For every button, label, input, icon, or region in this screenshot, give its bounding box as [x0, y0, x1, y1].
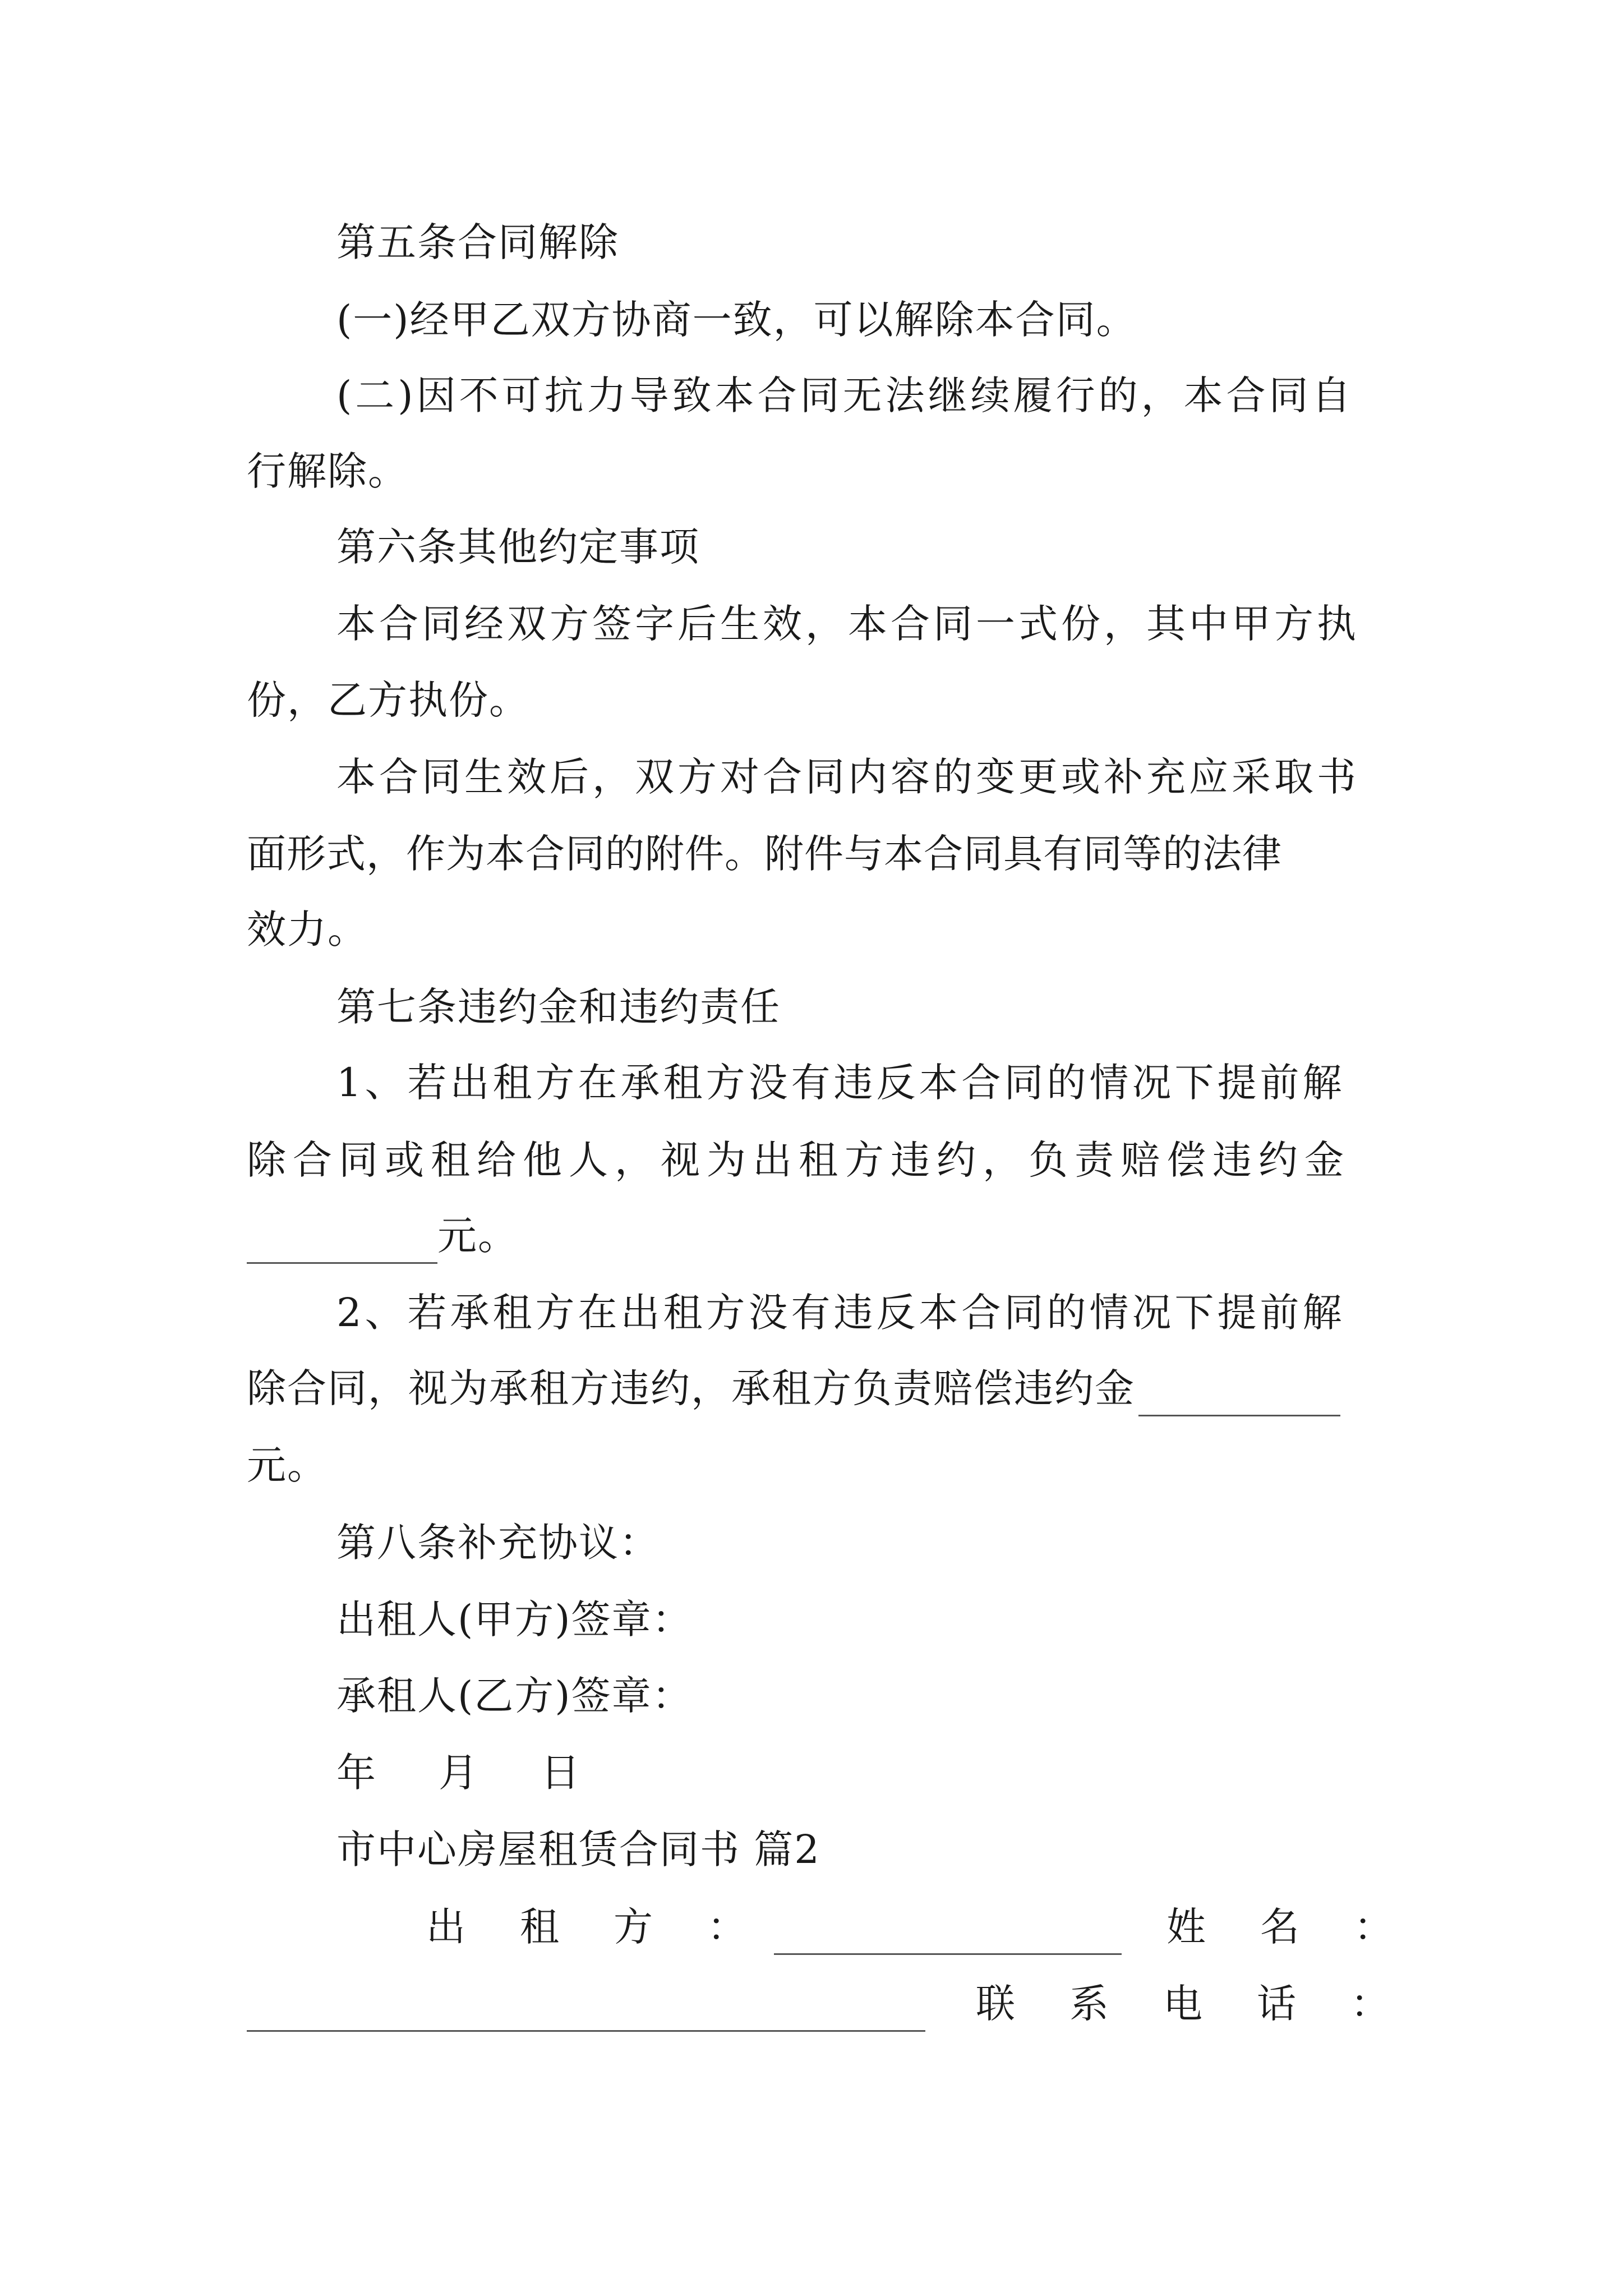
- section6-heading: 第六条其他约定事项: [336, 524, 700, 570]
- section7-item2-text: 除合同，视为承租方违约，承租方负责赔偿违约金: [247, 1365, 1135, 1411]
- phone-label-colon: ：: [1350, 1981, 1391, 2027]
- phone-label-char: 联: [976, 1981, 1016, 2027]
- section6-para2-line2: 面形式，作为本合同的附件。附件与本合同具有同等的法律: [247, 831, 1282, 877]
- section7-item1-line3: [247, 1208, 518, 1264]
- section5-item1: (一)经甲乙双方协商一致，可以解除本合同。: [336, 297, 1137, 343]
- section7-item1-line2: 除合同或租给他人，视为出租方违约，负责赔偿违约金: [247, 1137, 1350, 1183]
- name-input[interactable]: [247, 1991, 925, 2032]
- name-label-colon: ：: [1354, 1904, 1394, 1950]
- lessor-label-char: 租: [520, 1904, 560, 1950]
- lessor-label-colon: ：: [707, 1904, 748, 1950]
- date-month: 月: [439, 1750, 479, 1796]
- phone-label-char: 系: [1069, 1981, 1110, 2027]
- lessor-label-char: 出: [426, 1904, 467, 1950]
- name-form-row: [1166, 1899, 1394, 1955]
- section6-para1-line2: 份，乙方执份。: [247, 677, 529, 723]
- section6-para2-line1: 本合同生效后，双方对合同内容的变更或补充应采取书: [336, 754, 1359, 800]
- amount-blank-1: [247, 1223, 437, 1264]
- date-year: 年: [336, 1750, 377, 1796]
- date-line: [336, 1745, 581, 1801]
- name-label-char: 名: [1260, 1904, 1301, 1950]
- date-day: 日: [541, 1750, 581, 1796]
- name-label-char: 姓: [1166, 1904, 1207, 1950]
- lessor-input[interactable]: [774, 1914, 1122, 1955]
- section7-item2-line3: 元。: [247, 1442, 328, 1488]
- section6-para2-line3: 效力。: [247, 907, 368, 953]
- section6-para1-line1: 本合同经双方签字后生效，本合同一式份，其中甲方执: [336, 601, 1359, 647]
- next-contract-title: 市中心房屋租赁合同书 篇2: [336, 1826, 820, 1872]
- yuan-suffix-1: 元。: [437, 1213, 518, 1259]
- section5-heading: 第五条合同解除: [336, 219, 619, 265]
- section7-item1-line1: 1、若出租方在承租方没有违反本合同的情况下提前解: [336, 1060, 1345, 1106]
- section8-heading: 第八条补充协议：: [336, 1520, 660, 1566]
- phone-form-row: [976, 1976, 1391, 2032]
- phone-label-char: 电: [1163, 1981, 1204, 2027]
- lessor-label-char: 方: [614, 1904, 654, 1950]
- section7-heading: 第七条违约金和违约责任: [336, 984, 781, 1030]
- lessor-signature-line: 出租人(甲方)签章：: [336, 1596, 693, 1642]
- lessor-form-row: [426, 1899, 748, 1955]
- name-input-row: [247, 1976, 925, 2032]
- section5-item2-line2: 行解除。: [247, 448, 408, 494]
- lessee-signature-line: 承租人(乙方)签章：: [336, 1673, 693, 1719]
- lessor-input-row: [774, 1899, 1122, 1955]
- section5-item2-line1: (二)因不可抗力导致本合同无法继续履行的，本合同自: [336, 372, 1354, 418]
- section7-item2-line2: [247, 1360, 1340, 1416]
- amount-blank-2: [1138, 1375, 1340, 1416]
- phone-label-char: 话: [1257, 1981, 1297, 2027]
- section7-item2-line1: 2、若承租方在出租方没有违反本合同的情况下提前解: [336, 1290, 1345, 1336]
